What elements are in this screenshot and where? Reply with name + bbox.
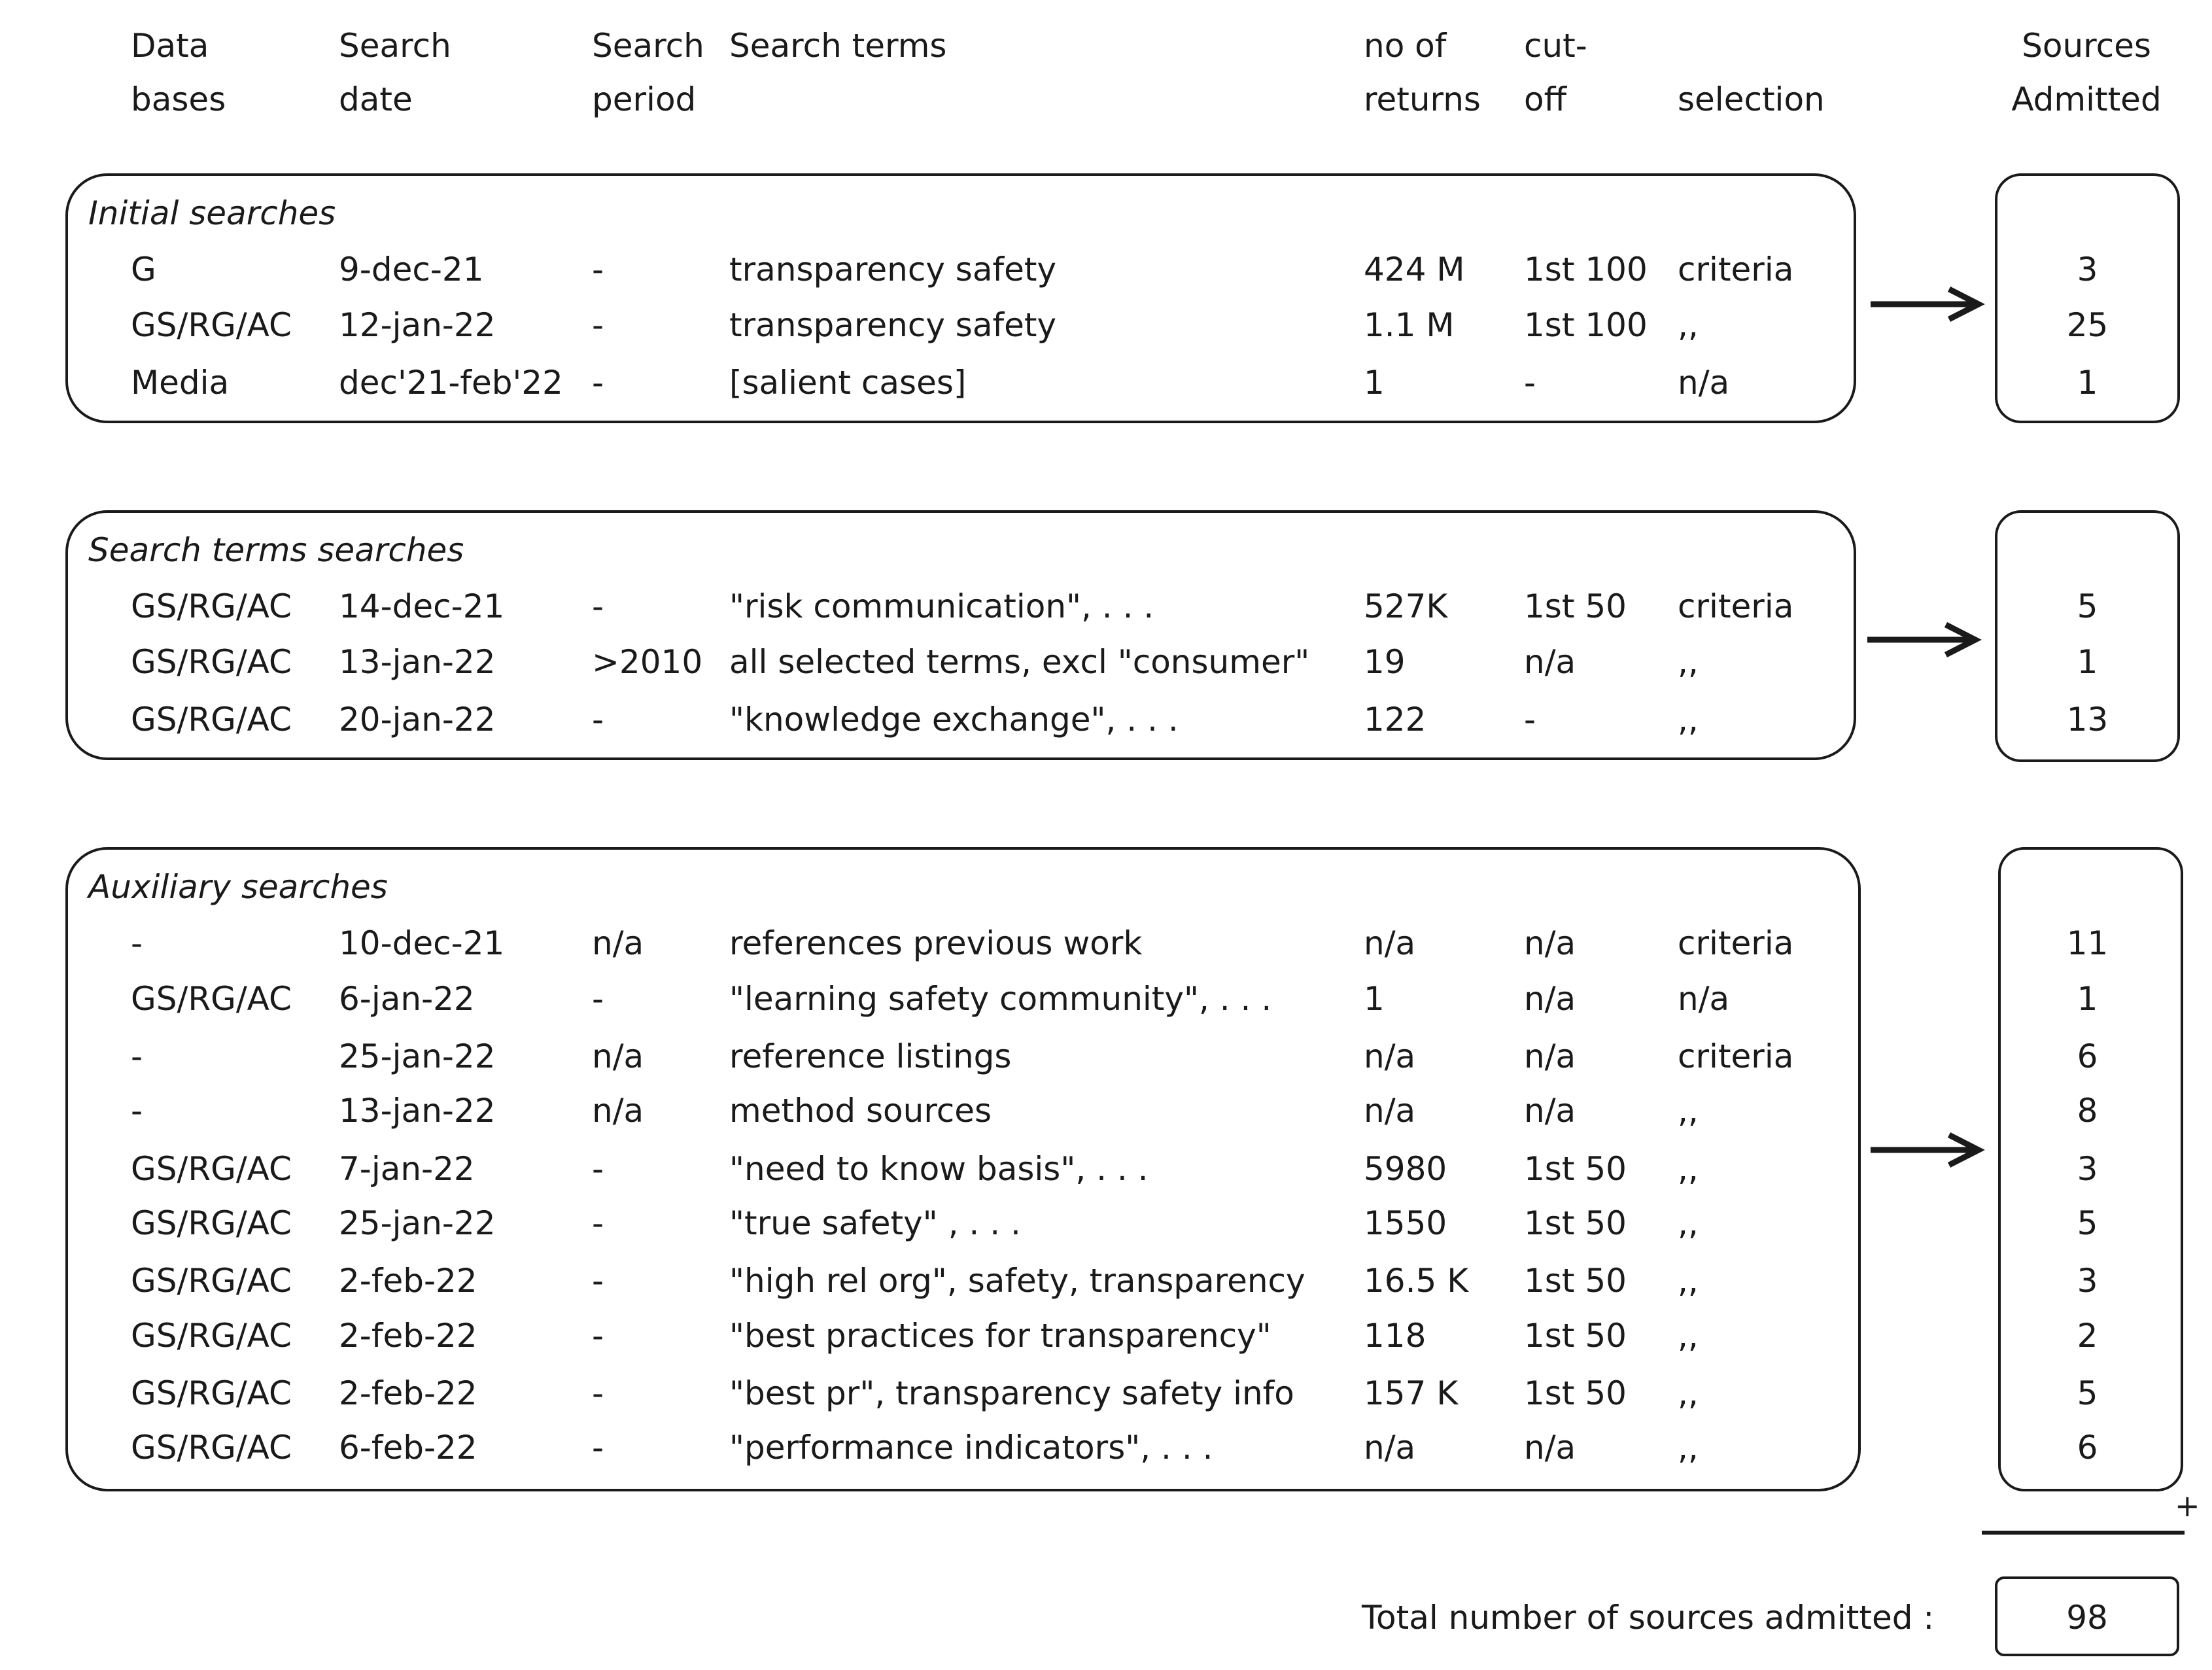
cell-search-period: - [592, 1317, 604, 1355]
cell-search-terms: "true safety" , . . . [729, 1204, 1021, 1242]
cell-no-of-returns: 1.1 M [1364, 306, 1455, 344]
cell-selection: ,, [1678, 1317, 1699, 1355]
header-search-period-2: period [592, 80, 697, 118]
cell-search-period: - [592, 701, 604, 739]
cell-databases: - [131, 1092, 143, 1130]
cell-search-date: 2-feb-22 [339, 1374, 477, 1412]
table-row [0, 250, 2212, 289]
cell-cut-off: 1st 100 [1524, 251, 1648, 288]
cell-sources-admitted: 5 [2077, 587, 2098, 625]
header-search-period-1: Search [592, 27, 704, 65]
cell-databases: GS/RG/AC [131, 1262, 292, 1300]
cell-selection: ,, [1678, 1262, 1699, 1300]
cell-databases: GS/RG/AC [131, 306, 292, 344]
cell-no-of-returns: 157 K [1364, 1374, 1459, 1412]
table-row [0, 1428, 2212, 1467]
cell-sources-admitted: 5 [2077, 1204, 2098, 1242]
cell-selection: n/a [1678, 364, 1730, 402]
cell-sources-admitted: 1 [2077, 980, 2098, 1018]
cell-sources-admitted: 6 [2077, 1037, 2098, 1075]
header-sources-admitted-2: Admitted [2011, 80, 2162, 118]
cell-databases: GS/RG/AC [131, 1429, 292, 1467]
cell-search-terms: "best practices for transparency" [729, 1317, 1271, 1355]
cell-no-of-returns: n/a [1364, 1037, 1416, 1075]
cell-cut-off: 1st 50 [1524, 1262, 1627, 1300]
table-row [0, 1149, 2212, 1189]
cell-search-terms: "need to know basis", . . . [729, 1150, 1149, 1188]
group-title-search-terms: Search terms searches [88, 531, 464, 569]
header-no-of-returns-2: returns [1364, 80, 1481, 118]
cell-databases: G [131, 251, 156, 288]
cell-search-date: 10-dec-21 [339, 924, 505, 962]
cell-selection: ,, [1678, 1204, 1699, 1242]
cell-sources-admitted: 6 [2077, 1429, 2098, 1467]
cell-no-of-returns: 527K [1364, 587, 1448, 625]
cell-cut-off: 1st 100 [1524, 306, 1648, 344]
table-row [0, 1204, 2212, 1243]
cell-cut-off: n/a [1524, 1092, 1576, 1130]
cell-search-terms: "high rel org", safety, transparency [729, 1262, 1305, 1300]
cell-search-period: - [592, 306, 604, 344]
cell-cut-off: 1st 50 [1524, 1374, 1627, 1412]
table-row [0, 1037, 2212, 1076]
table-row [0, 1374, 2212, 1413]
header-selection: selection [1678, 80, 1825, 118]
cell-selection: criteria [1678, 924, 1794, 962]
cell-search-terms: method sources [729, 1092, 992, 1130]
cell-search-terms: all selected terms, excl "consumer" [729, 643, 1310, 681]
cell-no-of-returns: n/a [1364, 1092, 1416, 1130]
cell-search-date: 25-jan-22 [339, 1204, 496, 1242]
table-row [0, 305, 2212, 345]
group-title-initial: Initial searches [88, 194, 336, 232]
cell-no-of-returns: n/a [1364, 1429, 1416, 1467]
cell-search-period: n/a [592, 1037, 644, 1075]
header-cut-off-1: cut- [1524, 27, 1587, 65]
header-search-date-2: date [339, 80, 413, 118]
cell-selection: ,, [1678, 1429, 1699, 1467]
cell-search-period: - [592, 1374, 604, 1412]
cell-search-date: 6-feb-22 [339, 1429, 477, 1467]
cell-search-terms: "risk communication", . . . [729, 587, 1154, 625]
cell-search-date: 13-jan-22 [339, 1092, 496, 1130]
cell-databases: Media [131, 364, 230, 402]
cell-selection: ,, [1678, 701, 1699, 739]
cell-cut-off: 1st 50 [1524, 1317, 1627, 1355]
cell-selection: ,, [1678, 1150, 1699, 1188]
header-databases-1: Data [131, 27, 209, 65]
cell-cut-off: 1st 50 [1524, 1204, 1627, 1242]
cell-cut-off: n/a [1524, 643, 1576, 681]
cell-sources-admitted: 3 [2077, 251, 2098, 288]
header-no-of-returns-1: no of [1364, 27, 1447, 65]
cell-sources-admitted: 5 [2077, 1374, 2098, 1412]
cell-sources-admitted: 3 [2077, 1150, 2098, 1188]
cell-search-date: 12-jan-22 [339, 306, 496, 344]
cell-sources-admitted: 13 [2066, 701, 2109, 739]
table-row [0, 979, 2212, 1018]
cell-no-of-returns: 122 [1364, 701, 1426, 739]
cell-selection: ,, [1678, 306, 1699, 344]
cell-cut-off: n/a [1524, 1429, 1576, 1467]
table-row [0, 1316, 2212, 1355]
cell-search-date: 2-feb-22 [339, 1262, 477, 1300]
cell-search-terms: [salient cases] [729, 364, 967, 402]
cell-search-terms: "knowledge exchange", . . . [729, 701, 1179, 739]
cell-search-date: 6-jan-22 [339, 980, 475, 1018]
sum-line [1982, 1531, 2185, 1535]
cell-no-of-returns: 16.5 K [1364, 1262, 1469, 1300]
cell-search-period: - [592, 1262, 604, 1300]
table-row [0, 363, 2212, 402]
group-title-auxiliary: Auxiliary searches [88, 868, 388, 906]
cell-selection: criteria [1678, 587, 1794, 625]
cell-no-of-returns: 424 M [1364, 251, 1465, 288]
header-search-date-1: Search [339, 27, 451, 65]
cell-search-period: - [592, 980, 604, 1018]
cell-search-terms: transparency safety [729, 306, 1057, 344]
cell-databases: GS/RG/AC [131, 643, 292, 681]
cell-search-terms: transparency safety [729, 251, 1057, 288]
cell-search-date: 13-jan-22 [339, 643, 496, 681]
cell-no-of-returns: 1550 [1364, 1204, 1447, 1242]
cell-no-of-returns: 5980 [1364, 1150, 1447, 1188]
cell-databases: GS/RG/AC [131, 1317, 292, 1355]
cell-search-period: - [592, 1429, 604, 1467]
cell-databases: GS/RG/AC [131, 587, 292, 625]
cell-cut-off: n/a [1524, 924, 1576, 962]
table-row [0, 587, 2212, 626]
cell-search-terms: references previous work [729, 924, 1143, 962]
cell-sources-admitted: 1 [2077, 364, 2098, 402]
table-row [0, 642, 2212, 682]
cell-no-of-returns: 118 [1364, 1317, 1426, 1355]
cell-search-date: 14-dec-21 [339, 587, 505, 625]
cell-search-date: 7-jan-22 [339, 1150, 475, 1188]
cell-cut-off: 1st 50 [1524, 1150, 1627, 1188]
cell-no-of-returns: 19 [1364, 643, 1406, 681]
cell-selection: ,, [1678, 1092, 1699, 1130]
table-row [0, 1261, 2212, 1300]
cell-search-date: dec'21-feb'22 [339, 364, 563, 402]
header-cut-off-2: off [1524, 80, 1567, 118]
cell-sources-admitted: 8 [2077, 1092, 2098, 1130]
cell-selection: criteria [1678, 1037, 1794, 1075]
cell-search-period: - [592, 251, 604, 288]
cell-databases: GS/RG/AC [131, 1374, 292, 1412]
cell-sources-admitted: 1 [2077, 643, 2098, 681]
header-search-terms: Search terms [729, 27, 947, 65]
cell-search-period: n/a [592, 1092, 644, 1130]
cell-search-period: - [592, 364, 604, 402]
cell-cut-off: 1st 50 [1524, 587, 1627, 625]
total-label: Total number of sources admitted : [1362, 1599, 1935, 1637]
cell-cut-off: n/a [1524, 1037, 1576, 1075]
cell-selection: n/a [1678, 980, 1730, 1018]
cell-search-date: 2-feb-22 [339, 1317, 477, 1355]
cell-sources-admitted: 3 [2077, 1262, 2098, 1300]
cell-sources-admitted: 2 [2077, 1317, 2098, 1355]
cell-cut-off: - [1524, 701, 1536, 739]
cell-databases: GS/RG/AC [131, 980, 292, 1018]
cell-sources-admitted: 25 [2066, 306, 2109, 344]
cell-databases: - [131, 924, 143, 962]
cell-no-of-returns: 1 [1364, 980, 1385, 1018]
cell-selection: criteria [1678, 251, 1794, 288]
cell-no-of-returns: 1 [1364, 364, 1385, 402]
table-row [0, 700, 2212, 739]
cell-search-terms: "learning safety community", . . . [729, 980, 1272, 1018]
cell-search-terms: reference listings [729, 1037, 1012, 1075]
sum-sign: + [2175, 1488, 2200, 1523]
cell-search-period: - [592, 1204, 604, 1242]
cell-selection: ,, [1678, 643, 1699, 681]
table-row [0, 924, 2212, 963]
cell-search-date: 20-jan-22 [339, 701, 496, 739]
cell-search-date: 25-jan-22 [339, 1037, 496, 1075]
header-databases-2: bases [131, 80, 226, 118]
cell-search-terms: "performance indicators", . . . [729, 1429, 1213, 1467]
cell-no-of-returns: n/a [1364, 924, 1416, 962]
cell-databases: - [131, 1037, 143, 1075]
cell-sources-admitted: 11 [2066, 924, 2109, 962]
header-sources-admitted-1: Sources [2022, 27, 2151, 65]
cell-search-terms: "best pr", transparency safety info [729, 1374, 1294, 1412]
cell-databases: GS/RG/AC [131, 1204, 292, 1242]
cell-search-period: n/a [592, 924, 644, 962]
total-value: 98 [2066, 1599, 2108, 1637]
cell-search-date: 9-dec-21 [339, 251, 484, 288]
cell-search-period: - [592, 1150, 604, 1188]
cell-databases: GS/RG/AC [131, 701, 292, 739]
cell-cut-off: - [1524, 364, 1536, 402]
table-row [0, 1091, 2212, 1130]
cell-search-period: >2010 [592, 643, 703, 681]
cell-search-period: - [592, 587, 604, 625]
cell-cut-off: n/a [1524, 980, 1576, 1018]
cell-databases: GS/RG/AC [131, 1150, 292, 1188]
cell-selection: ,, [1678, 1374, 1699, 1412]
